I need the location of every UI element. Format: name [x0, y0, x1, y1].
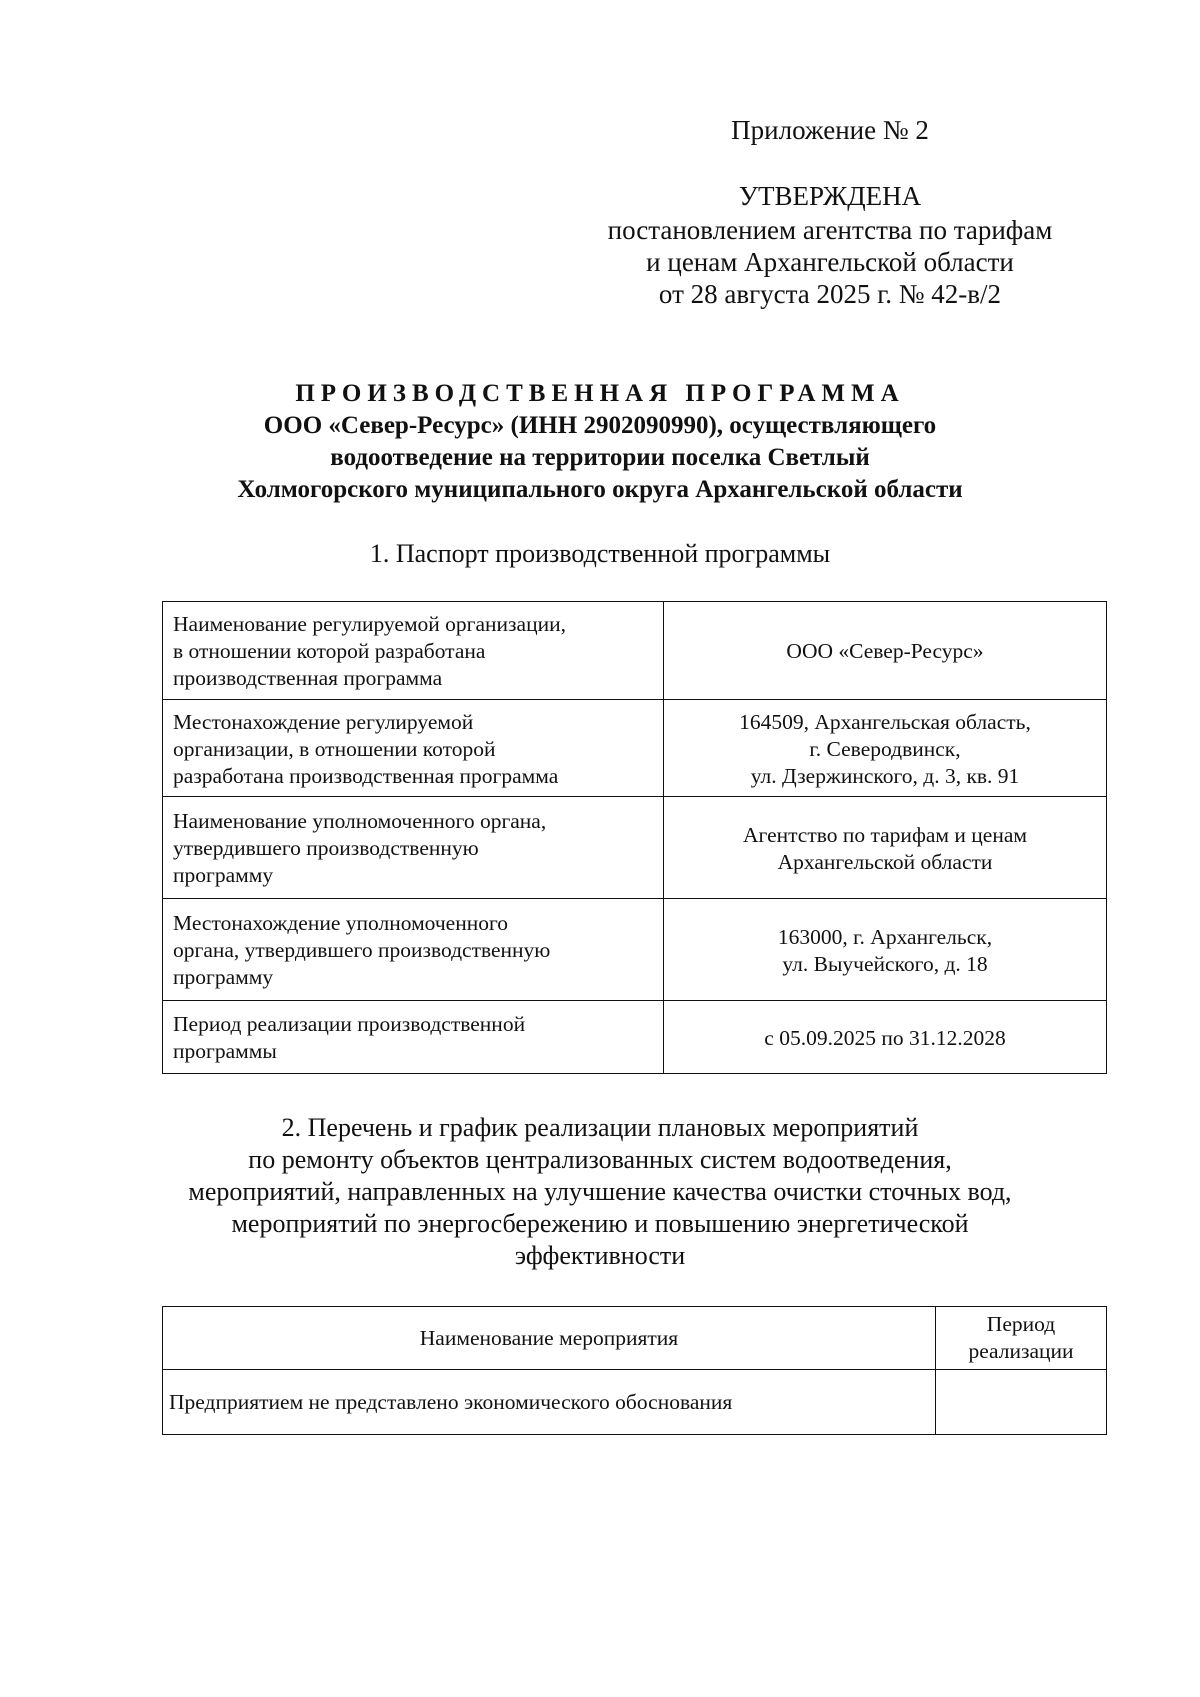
approved-line: и ценам Архангельской области: [646, 247, 1014, 277]
heading-line: мероприятий по энергосбережению и повышению энергетической: [231, 1209, 969, 1238]
document-title: [100, 378, 1100, 506]
table-row: [163, 700, 1107, 797]
table-header-row: [163, 1307, 1107, 1370]
table-row: [163, 899, 1107, 1001]
section1-heading: 1. Паспорт производственной программы: [369, 539, 831, 568]
title-line: водоотведение на территории поселка Светлый: [330, 444, 870, 471]
title-line: ПРОИЗВОДСТВЕННАЯ ПРОГРАММА: [295, 380, 905, 407]
approved-line: от 28 августа 2025 г. № 42-в/2: [658, 279, 1002, 309]
column-header-period: Период реализации: [936, 1307, 1107, 1370]
appendix-number: Приложение № 2: [731, 115, 929, 145]
title-line: Холмогорского муниципального округа Архангельской области: [237, 476, 963, 503]
table-row: [163, 1370, 1107, 1435]
section2-heading: [100, 1112, 1100, 1272]
table-row: [163, 1001, 1107, 1074]
event-period-cell: [936, 1370, 1107, 1435]
passport-value: 163000, г. Архангельск, ул. Выучейского, д. 18: [664, 899, 1107, 1001]
passport-value: ООО «Север-Ресурс»: [664, 602, 1107, 700]
heading-line: мероприятий, направленных на улучшение качества очистки сточных вод,: [188, 1177, 1012, 1206]
passport-value: Агентство по тарифам и ценам Архангельской области: [664, 797, 1107, 899]
passport-table: [162, 601, 1107, 1074]
heading-line: эффективности: [514, 1241, 686, 1270]
column-header-name: Наименование мероприятия: [163, 1307, 936, 1370]
heading-line: по ремонту объектов централизованных систем водоотведения,: [248, 1145, 952, 1174]
approval-stamp: [560, 180, 1100, 310]
event-name-cell: Предприятием не представлено экономического обоснования: [163, 1370, 936, 1435]
approved-line: постановлением агентства по тарифам: [607, 215, 1053, 245]
passport-label: Местонахождение регулируемой организации, в отношении которой разработана производственная программа: [163, 700, 664, 797]
events-table: [162, 1306, 1107, 1435]
passport-value: с 05.09.2025 по 31.12.2028: [664, 1001, 1107, 1074]
passport-label: Наименование регулируемой организации, в отношении которой разработана производственная программа: [163, 602, 664, 700]
heading-line: 2. Перечень и график реализации плановых мероприятий: [281, 1113, 919, 1142]
table-row: [163, 797, 1107, 899]
passport-label: Местонахождение уполномоченного органа, утвердившего производственную программу: [163, 899, 664, 1001]
title-line: ООО «Север-Ресурс» (ИНН 2902090990), осуществляющего: [263, 412, 937, 439]
table-row: [163, 602, 1107, 700]
passport-value: 164509, Архангельская область, г. Северодвинск, ул. Дзержинского, д. 3, кв. 91: [664, 700, 1107, 797]
approved-title: УТВЕРЖДЕНА: [738, 181, 922, 211]
passport-label: Период реализации производственной программы: [163, 1001, 664, 1074]
passport-label: Наименование уполномоченного органа, утвердившего производственную программу: [163, 797, 664, 899]
